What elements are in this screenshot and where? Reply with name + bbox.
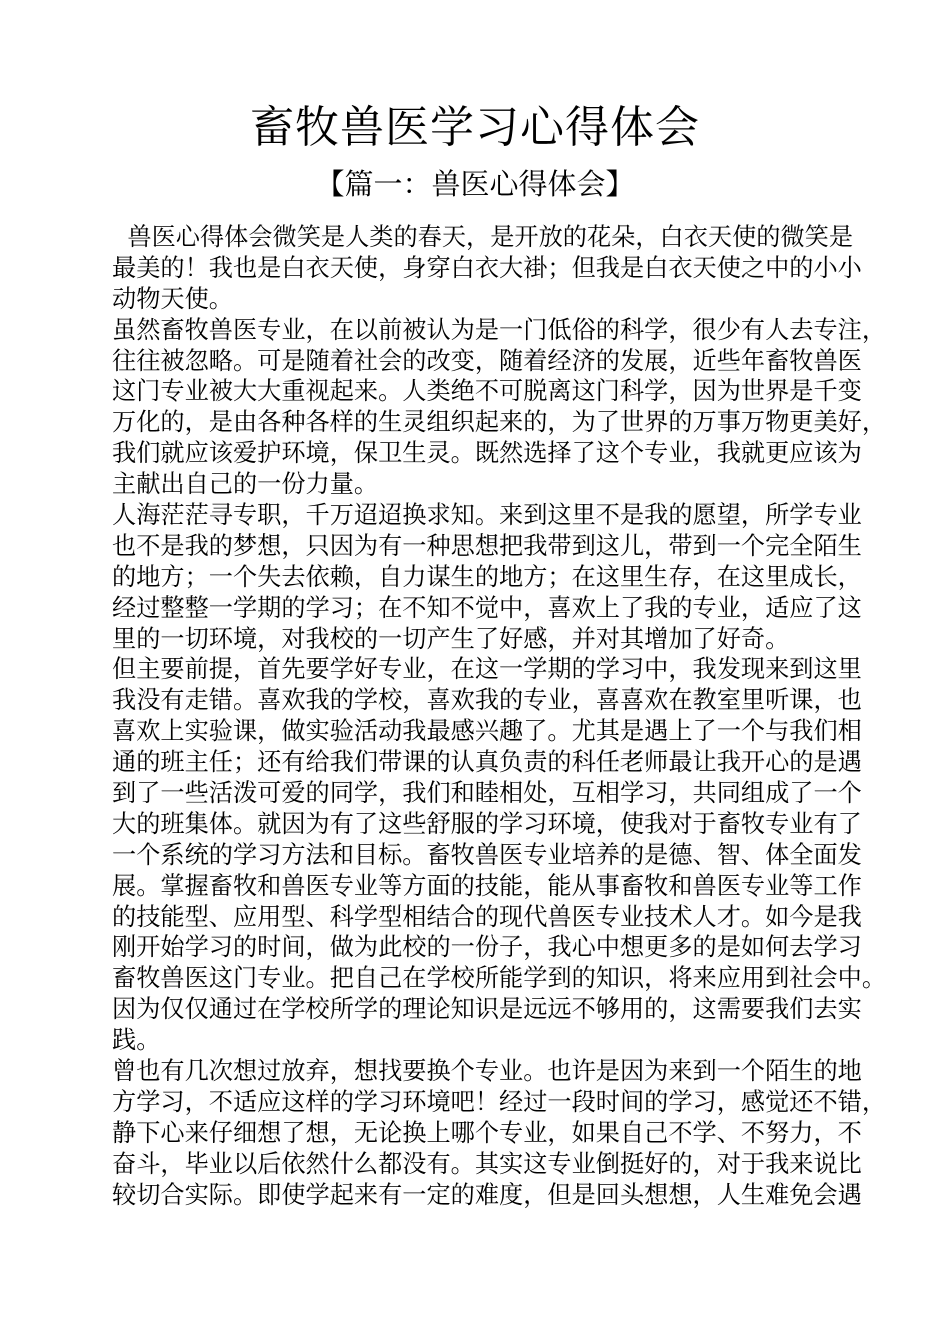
paragraph-line: 大的班集体。就因为有了这些舒服的学习环境，使我对于畜牧专业有了	[112, 809, 862, 838]
paragraph-line: 较切合实际。即使学起来有一定的难度，但是回头想想，人生难免会遇	[112, 1180, 862, 1209]
paragraph-line: 因为仅仅通过在学校所学的理论知识是远远不够用的，这需要我们去实	[112, 995, 862, 1024]
paragraph-line: 奋斗，毕业以后依然什么都没有。其实这专业倒挺好的，对于我来说比	[112, 1149, 862, 1178]
paragraph-line: 曾也有几次想过放弃，想找要换个专业。也许是因为来到一个陌生的地	[112, 1057, 862, 1086]
paragraph-line: 人海茫茫寻专职，千万迢迢换求知。来到这里不是我的愿望，所学专业	[112, 501, 862, 530]
paragraph-line: 的地方；一个失去依赖，自力谋生的地方；在这里生存，在这里成长，	[112, 562, 862, 591]
paragraph-line: 通的班主任；还有给我们带课的认真负责的科任老师最让我开心的是遇	[112, 748, 862, 777]
paragraph-line: 主献出自己的一份力量。	[112, 470, 379, 499]
paragraph-line: 我没有走错。喜欢我的学校，喜欢我的专业，喜喜欢在教室里听课，也	[112, 686, 862, 715]
paragraph-line: 展。掌握畜牧和兽医专业等方面的技能，能从事畜牧和兽医专业等工作	[112, 871, 862, 900]
paragraph-line: 喜欢上实验课，做实验活动我最感兴趣了。尤其是遇上了一个与我们相	[112, 717, 862, 746]
paragraph-line: 方学习，不适应这样的学习环境吧！经过一段时间的学习，感觉还不错，	[112, 1087, 887, 1116]
paragraph-line: 静下心来仔细想了想，无论换上哪个专业，如果自己不学、不努力，不	[112, 1118, 862, 1147]
paragraph-line: 兽医心得体会微笑是人类的春天，是开放的花朵，白衣天使的微笑是	[112, 223, 854, 251]
paragraph-line: 最美的！我也是白衣天使，身穿白衣大褂；但我是白衣天使之中的小小	[112, 253, 862, 282]
paragraph-line: 一个系统的学习方法和目标。畜牧兽医专业培养的是德、智、体全面发	[112, 840, 862, 869]
paragraph-line: 我们就应该爱护环境，保卫生灵。既然选择了这个专业，我就更应该为	[112, 439, 862, 468]
paragraph	[112, 1056, 887, 1210]
section-heading: 【篇一：兽医心得体会】	[315, 167, 635, 201]
paragraph	[112, 654, 887, 1056]
document-body	[112, 222, 887, 1211]
paragraph-line: 畜牧兽医这门专业。把自己在学校所能学到的知识，将来应用到社会中。	[112, 964, 887, 993]
paragraph-line: 到了一些活泼可爱的同学，我们和睦相处，互相学习，共同组成了一个	[112, 779, 862, 808]
paragraph-line: 践。	[112, 1026, 161, 1055]
paragraph-line: 往往被忽略。可是随着社会的改变，随着经济的发展，近些年畜牧兽医	[112, 346, 862, 375]
paragraph-line: 的技能型、应用型、科学型相结合的现代兽医专业技术人才。如今是我	[112, 902, 862, 931]
paragraph-line: 但主要前提，首先要学好专业，在这一学期的学习中，我发现来到这里	[112, 655, 862, 684]
paragraph-line: 经过整整一学期的学习；在不知不觉中，喜欢上了我的专业，适应了这	[112, 593, 862, 622]
paragraph-line: 也不是我的梦想，只因为有一种思想把我带到这儿，带到一个完全陌生	[112, 531, 862, 560]
paragraph-line: 动物天使。	[112, 284, 233, 313]
paragraph-line: 这门专业被大大重视起来。人类绝不可脱离这门科学，因为世界是千变	[112, 377, 862, 406]
paragraph-line: 虽然畜牧兽医专业，在以前被认为是一门低俗的科学，很少有人去专注，	[112, 315, 887, 344]
paragraph-line: 里的一切环境，对我校的一切产生了好感，并对其增加了好奇。	[112, 624, 790, 653]
paragraph	[112, 500, 862, 654]
document-title: 畜牧兽医学习心得体会	[250, 102, 700, 153]
paragraph	[112, 315, 887, 500]
paragraph-line: 万化的，是由各种各样的生灵组织起来的，为了世界的万事万物更美好，	[112, 408, 887, 437]
paragraph	[112, 222, 862, 315]
paragraph-line: 刚开始学习的时间，做为此校的一份子，我心中想更多的是如何去学习	[112, 933, 862, 962]
